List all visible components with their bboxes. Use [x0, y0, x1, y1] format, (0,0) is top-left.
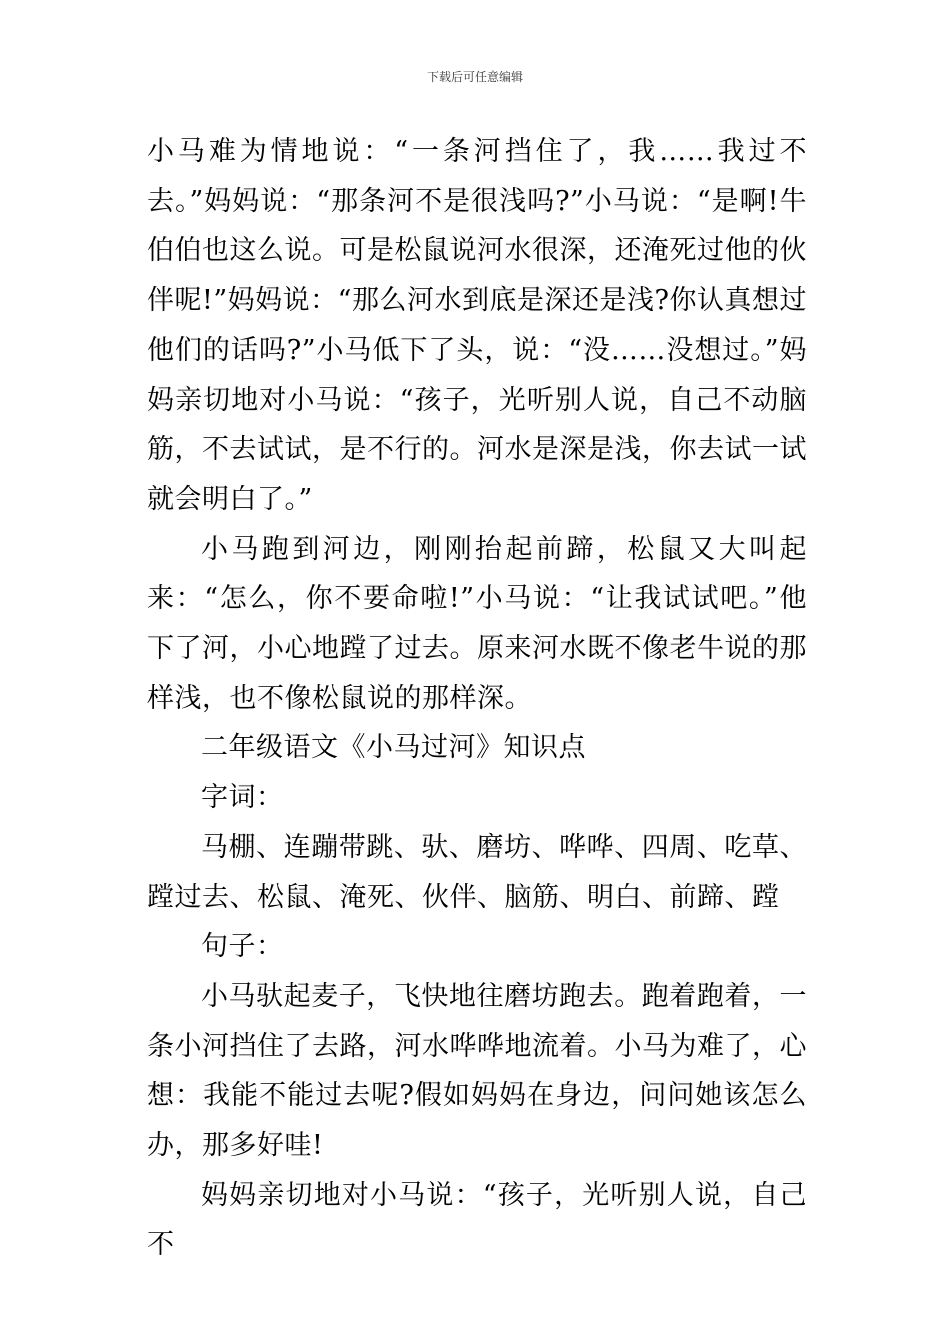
paragraph-dialogue: 小马难为情地说：“一条河挡住了，我……我过不去。”妈妈说：“那条河不是很浅吗?”小马说：“是啊!牛伯伯也这么说。可是松鼠说河水很深，还淹死过他的伙伴呢!”妈妈说：“那么河水到底是深还是浅?你认真想过他们的话吗?”小马低下了头，说：“没……没想过。”妈妈亲切地对小马说：“孩子，光听别人说，自己不动脑筋，不去试试，是不行的。河水是深是浅，你去试一试就会明白了。”: [147, 136, 807, 515]
vocabulary-list: 马棚、连蹦带跳、驮、磨坊、哗哗、四周、吃草、蹚过去、松鼠、淹死、伙伴、脑筋、明白、前蹄、蹚: [147, 831, 807, 913]
vocabulary-heading: 字词：: [201, 782, 284, 814]
section-title: 二年级语文《小马过河》知识点: [201, 732, 586, 764]
document-body: [147, 127, 807, 1270]
sentences-heading: 句子：: [201, 931, 284, 963]
sentence-paragraph-2: 妈妈亲切地对小马说：“孩子，光听别人说，自己不: [147, 1179, 807, 1261]
sentence-paragraph-1: 小马驮起麦子，飞快地往磨坊跑去。跑着跑着，一条小河挡住了去路，河水哗哗地流着。小马为难了，心想：我能不能过去呢?假如妈妈在身边，问问她该怎么办，那多好哇!: [147, 980, 807, 1162]
page-header: 下载后可任意编辑: [426, 70, 523, 84]
paragraph-crossing: 小马跑到河边，刚刚抬起前蹄，松鼠又大叫起来：“怎么，你不要命啦!”小马说：“让我试试吧。”他下了河，小心地蹚了过去。原来河水既不像老牛说的那样浅，也不像松鼠说的那样深。: [147, 533, 807, 714]
